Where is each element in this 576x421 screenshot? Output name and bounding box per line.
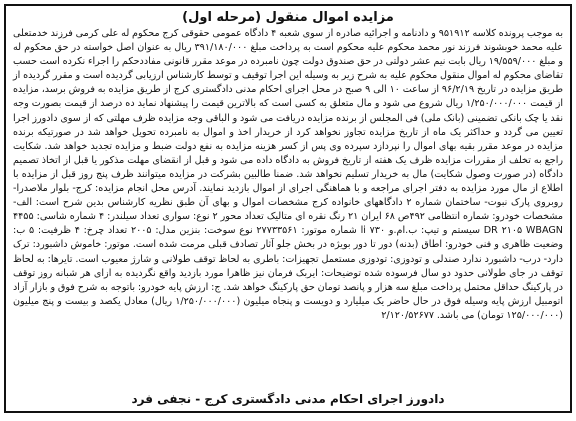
notice-title: مزایده اموال منقول (مرحله اول) <box>182 10 394 25</box>
notice-signature: دادورز اجرای احکام مدنی دادگستری کرج - نجفی فرد <box>131 392 445 406</box>
auction-notice <box>4 4 572 413</box>
notice-paragraph: به موجب پرونده کلاسه ۹۵۱۹۱۲ و دادنامه و اجرائیه صادره از سوی شعبه ۴ دادگاه عمومی حقوقی کرج محکوم له علی کرمی فرزند خدمتعلی علیه محمد خوبشوند فرزند نور محمد محکوم علیه محکوم است به پرداخت مبلغ ۳۹۱/۱۸۰/۰۰۰ ریال به عنوان اصل خواسته در حق محکوم له و مبلغ ۱۹/۵۵۹/۰۰۰ ریال بابت نیم عشر دولتی در حق صندوق دولت چون نامبرده در موعد مقرر قانونی مفاددحکم را اجراء نکرده است حسب تقاضای محکوم له اموال منقول محکوم علیه به شرح زیر به وسیله این اجرا توقیف و توسط کارشناس ارزیابی گردیده است و مقرر گردیده از طریق مزایده در تاریخ ۹۶/۲/۱۹ از ساعت ۱۰ الی ۹ صبح در محل اجرای احکام مدنی دادگستری کرج از طریق مزایده به فروش برسد، مزایده از قیمت ۱/۲۵۰/۰۰۰/۰۰۰ ریال شروع می شود و مال متعلق به کسی است که بالاترین قیمت را پیشنهاد نماید ده درصد از قیمت بصورت وجه نقد یا چک بانکی تضمینی (بانک ملی) فی المجلس از برنده مزایده دریافت می شود و الباقی وجه مزایده ظرف مهلتی که از سوی دادورز اجرا تعیین می گردد و حداکثر یک ماه از تاریخ مزایده تجاوز نخواهد کرد از خریدار اخذ و اموال به نامبرده تحویل خواهد شد در صورتیکه برنده مزایده در موعد مقرر بقیه بهای اموال را نپردازد سپرده وی پس از کسر هزینه مزایده به نفع دولت ضبط و مزایده تجدید خواهد شد. شکایت راجع به تخلف از مقررات مزایده ظرف یک هفته از تاریخ فروش به دادگاه داده می شود و قبل از انقضای مهلت مذکور یا قبل از اتخاذ تصمیم دادگاه (در صورت وصول شکایت) مال به خریدار تسلیم نخواهد شد. ضمنا طالبین بشرکت در مزایده میتوانند ظرف پنج روز قبل از مزایده با اطلاع از مال مورد مزایده به دفتر اجرای مراجعه و با هماهنگی اجرای از اموال بازدید نمایند. آدرس محل انجام مزایده: کرج- بلوار ملاصدرا- روبروی پارک نبوت- ساختمان شماره ۲ دادگاههای خانواده کرج مشخصات اموال و بهای آن طبق نظریه کارشناس بدین شرح است: الف- مشخصات خودرو: شماره انتظامی ۴۹۲ص ۶۸ ایران ۲۱ رنگ نقره ای متالیک تعداد محور ۲ نوع: سواری تعداد سیلندر: ۴ شماره شاسی: ۴۴۵۵ DR ۲۱۰۵ WBAGN سیستم و تیپ: ب.ام.و ۷۳۰ li شماره موتور: ۲۷۷۳۳۵۶۱ نوع سوخت: بنزین مدل: ۲۰۰۵ تعداد چرخ: ۴ ظرفیت: ۵ ب: وضعیت ظاهری و فنی خودرو: اطاق (بدنه) دور تا دور بویژه در بخش جلو آثار تصادف قبلی مرمت شده است. موتور: خاموش داشبورد: ترک دارد- درب- داشبورد ندارد صندلی و تودوزی: تودوزی مستعمل تجهیزات: باطری به لحاظ توقف طولانی و شارژ معیوب است. تایرها: به لحاظ توقف در جای طولانی حدود دو سال فرسوده شده توضیحات: ایربک فرمان نیز ظاهرا مورد بازدید واقع نگردیده به ازای هر شبانه روز توقف در پارکینگ حداقل محتمل پرداخت مبلغ سه هزار و پانصد تومان حق پارکینگ خواهد شد. ج: ارزش پایه خودرو: باتوجه به شرح فوق و بازار آزاد اتومبیل ارزش پایه وسیله فوق در حال حاضر یک میلیارد و دویست و پنجاه میلیون (۱/۲۵۰/۰۰۰/۰۰۰ ریال) معادل یکصد و بیست و پنج میلیون (۱۲۵/۰۰۰/۰۰۰ تومان) می باشد. ۲/۱۲۰/۵۲۶۷۷ <box>13 28 564 321</box>
notice-body <box>13 27 563 323</box>
